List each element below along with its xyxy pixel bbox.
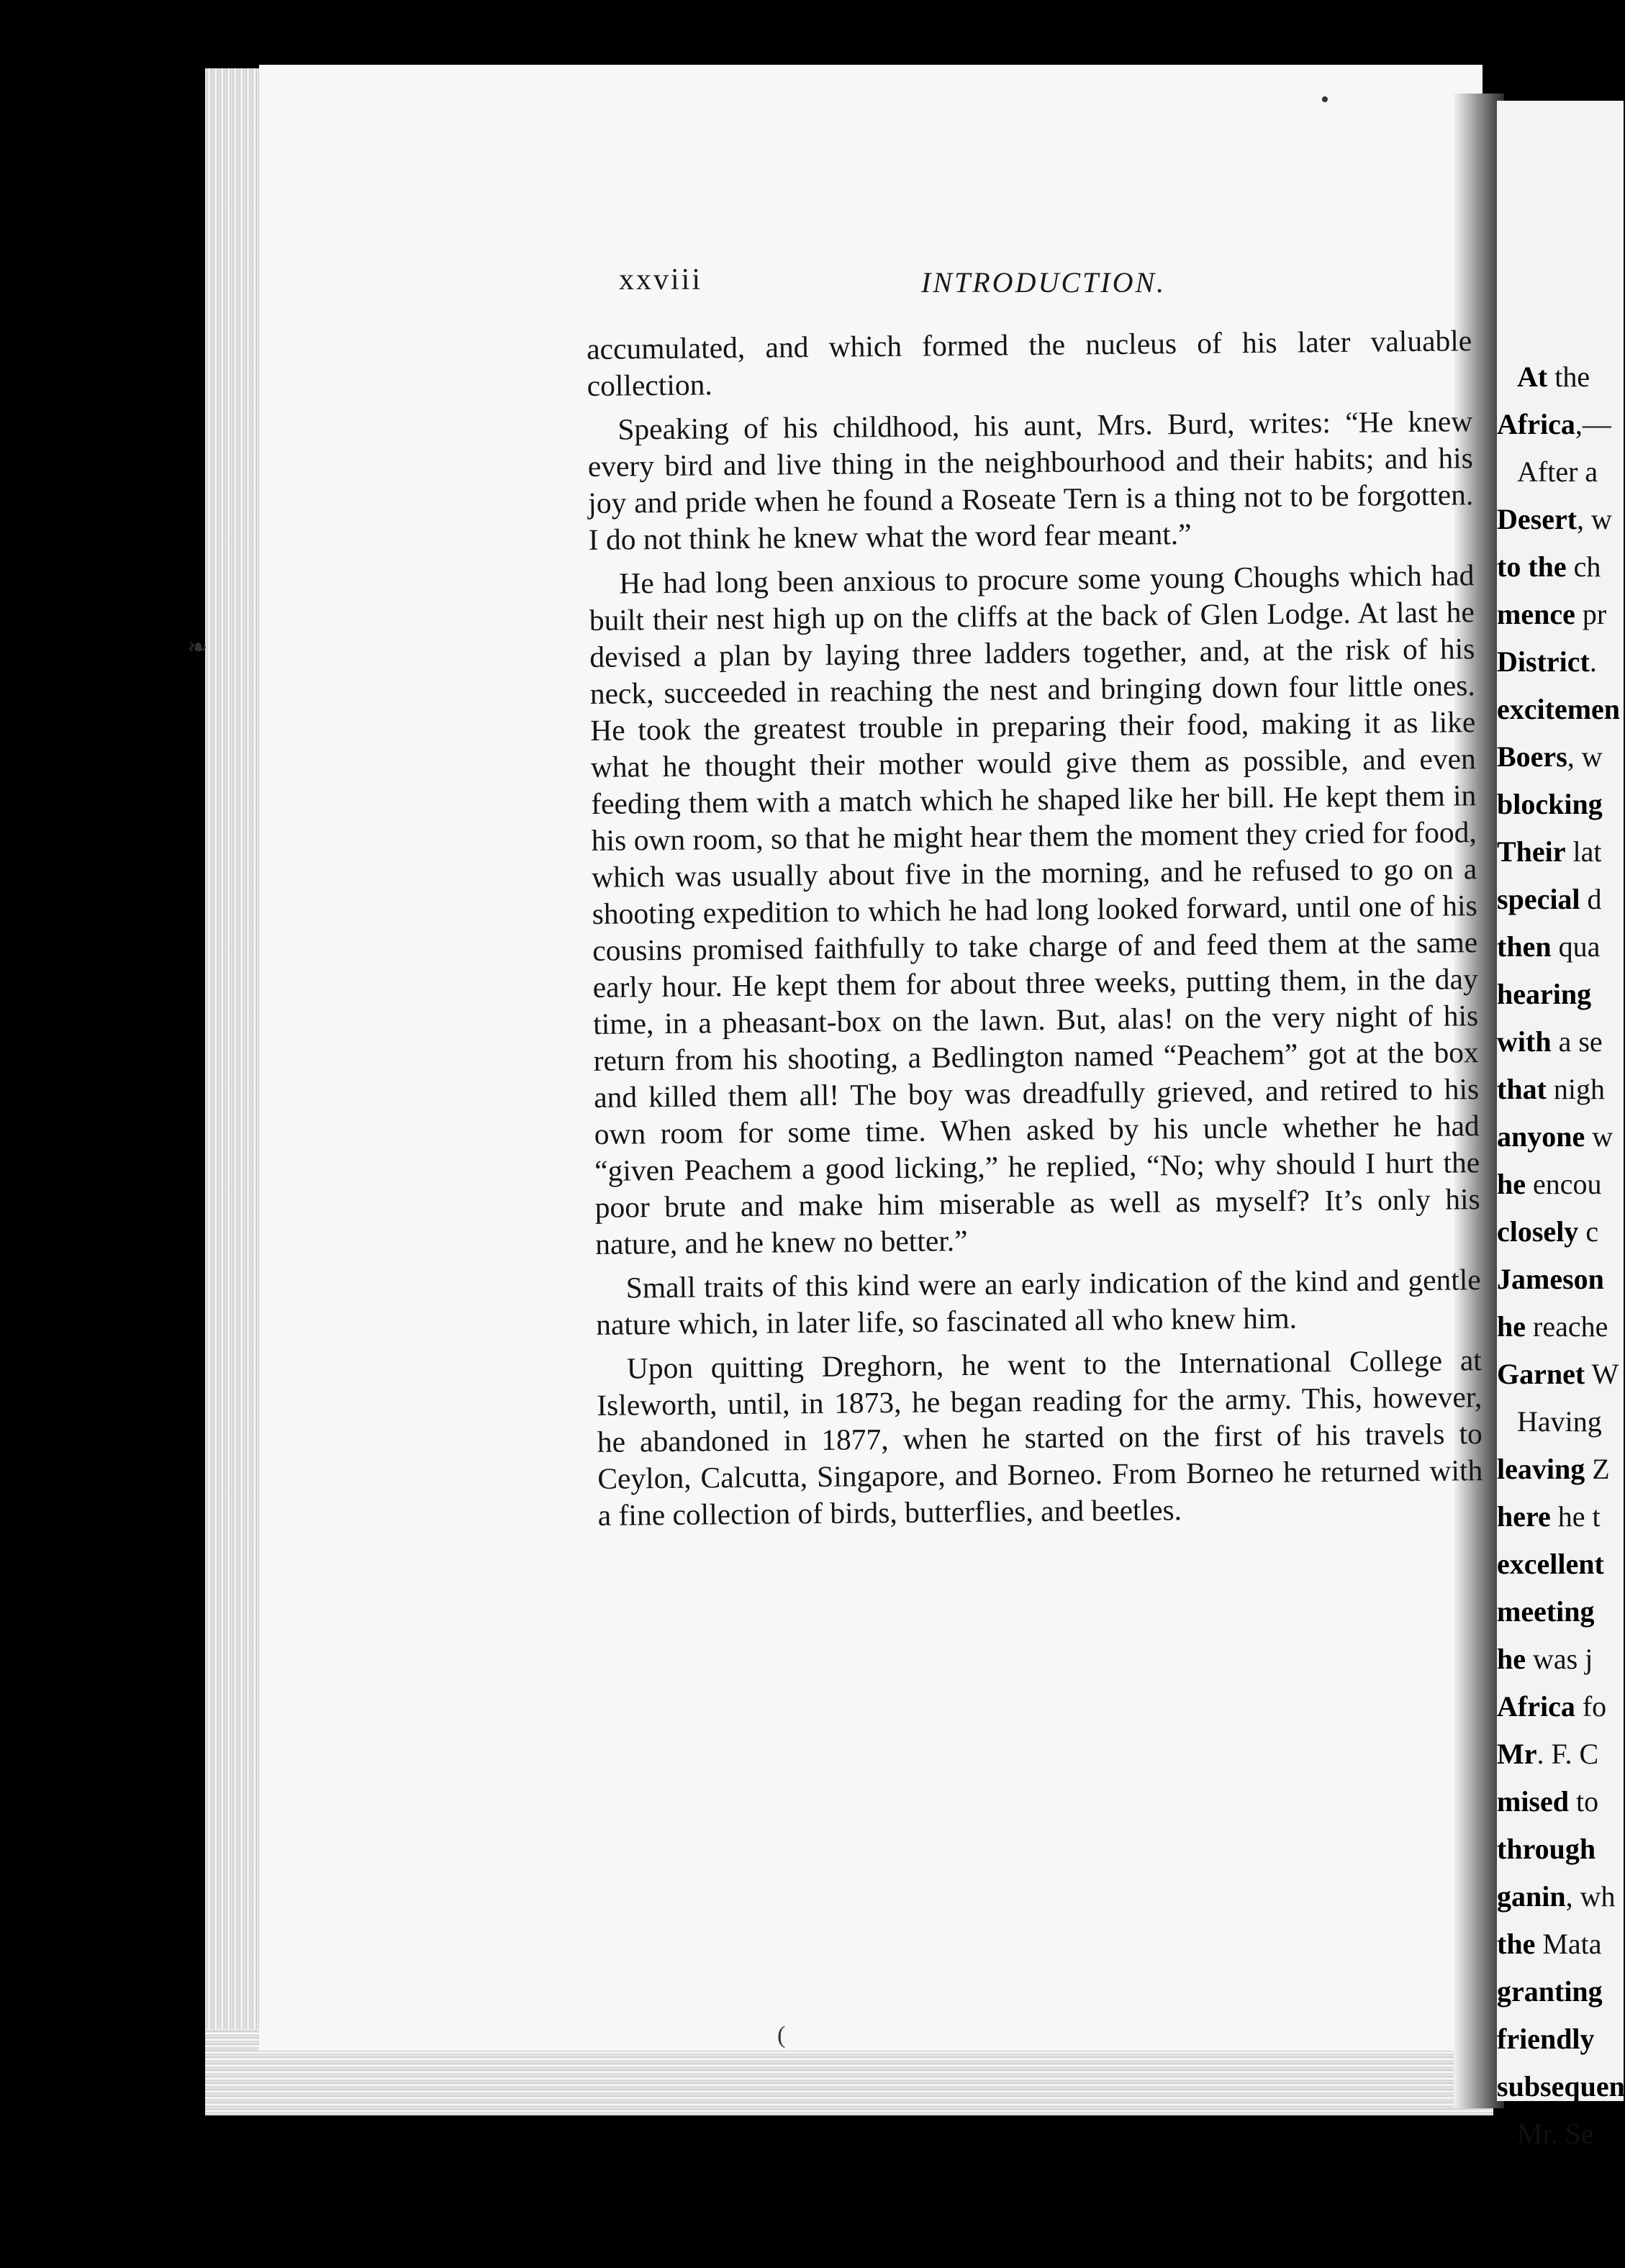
facing-page-line: [1497, 1689, 1606, 1723]
facing-page-line-text: to: [1569, 1785, 1599, 1818]
facing-page-line-bold: excitemen: [1497, 693, 1621, 725]
facing-page-line: [1497, 1262, 1604, 1296]
facing-page-line-text: Having: [1517, 1405, 1602, 1438]
facing-page-line-text: . F. C: [1536, 1738, 1599, 1770]
stray-mark: ❧: [187, 635, 208, 661]
facing-page-line-bold: mised: [1497, 1785, 1569, 1818]
facing-page-line-bold: he: [1497, 1643, 1526, 1675]
facing-page-line-bold: he: [1497, 1310, 1526, 1343]
facing-page-line-text: lat: [1565, 835, 1602, 868]
facing-page-line-text: he t: [1550, 1500, 1601, 1533]
facing-page-line: [1497, 692, 1620, 726]
stray-mark: (: [777, 2022, 786, 2049]
facing-page-line-text: Z: [1585, 1453, 1610, 1485]
facing-page-line-bold: special: [1497, 883, 1580, 915]
facing-page-line-bold: Jameson: [1497, 1263, 1604, 1295]
paragraph: Small traits of this kind were an early indication of the kind and gentle nature which, in later life, so fascinated all who knew him.: [596, 1263, 1481, 1341]
facing-page-line-text: , w: [1577, 503, 1612, 535]
facing-page-line-text: After a: [1517, 455, 1598, 488]
facing-page-line-text: Mata: [1535, 1928, 1602, 1960]
facing-page-line: [1497, 1547, 1604, 1581]
facing-page-line-text: W: [1585, 1358, 1619, 1390]
paragraph: He had long been anxious to procure some young Choughs which had built their nest high up on the cliffs at the back of Glen Lodge. At last he devised a plan by laying three ladders together, and, at the risk of his neck, succeeded in reaching the nest and bringing down four little ones. He took the greatest trouble in preparing their food, making it as like what he thought their mother would give them as possible, and even feeding them with a match which he shaped like her bill. He kept them in his own room, so that he might hear them the moment they cried for food, which was usually about five in the morning, and he refused to go on a shooting expedition to which he had long looked forward, until one of his cousins promised faithfully to take charge of and feed them at the same early hour. He kept them for about three weeks, putting them, in the day time, in a pheasant-box on the lawn. But, alas! on the very night of his return from his shooting, a Bedlington named “Peachem” got at the box and killed them all! The boy was dreadfully grieved, and retired to his own room for some time. When asked by his uncle whether he had “given Peachem a good licking,” he replied, “No; why should I hurt the poor brute and make him miserable as well as myself? It’s only his nature, and he knew no better.”: [589, 558, 1480, 1261]
facing-page-line: [1497, 645, 1597, 679]
facing-page-line: [1497, 1879, 1616, 1913]
facing-page-line-text: was j: [1526, 1643, 1593, 1675]
facing-page-line-bold: he: [1497, 1168, 1526, 1200]
facing-page-line-text: w: [1585, 1120, 1613, 1153]
facing-page-line: [1497, 1025, 1603, 1058]
facing-page-line: [1497, 1072, 1605, 1106]
body-text: [587, 322, 1487, 1914]
facing-page-line-bold: meeting: [1497, 1595, 1595, 1628]
facing-page-line-bold: excellent: [1497, 1548, 1604, 1580]
facing-page-line: [1497, 1357, 1619, 1391]
facing-page-line-bold: anyone: [1497, 1120, 1585, 1153]
paragraph: Speaking of his childhood, his aunt, Mrs. Burd, writes: “He knew every bird and live thing in the neighbourhood and their habits; and his joy and pride when he found a Roseate Tern is a thing not to be forgotten. I do not think he knew what the word fear meant.”: [587, 404, 1474, 556]
facing-page-line: [1497, 787, 1603, 821]
facing-page-line: [1497, 1784, 1598, 1818]
facing-page-line: [1497, 1500, 1601, 1533]
facing-page-line-bold: mence: [1497, 598, 1575, 630]
facing-page-line: [1497, 977, 1591, 1011]
facing-page-line-bold: Their: [1497, 835, 1566, 868]
facing-page-line-text: c: [1578, 1215, 1599, 1248]
facing-page-line-text: fo: [1575, 1690, 1607, 1723]
facing-page-line: [1497, 1927, 1602, 1961]
facing-page-line: [1497, 835, 1602, 868]
facing-page-line: [1497, 2069, 1625, 2103]
facing-page-line-text: pr: [1575, 598, 1607, 630]
facing-page-line-bold: ganin: [1497, 1880, 1566, 1913]
page-header: [619, 263, 1267, 306]
facing-page-line-text: ,—: [1575, 408, 1611, 440]
facing-page-line-bold: that: [1497, 1073, 1547, 1105]
facing-page-line: [1517, 2117, 1594, 2151]
facing-page-line-text: the: [1547, 360, 1590, 393]
facing-page-line-bold: Boers: [1497, 740, 1567, 773]
facing-page-line-bold: leaving: [1497, 1453, 1585, 1485]
facing-page-line-text: encou: [1526, 1168, 1602, 1200]
facing-page-line-bold: here: [1497, 1500, 1551, 1533]
facing-page-line: [1497, 1595, 1595, 1628]
facing-page-line: [1497, 2022, 1595, 2056]
facing-page-line-text: nigh: [1546, 1073, 1606, 1105]
facing-page-line: [1497, 1974, 1603, 2008]
facing-page-line-text: .: [1589, 645, 1597, 678]
facing-page-line: [1517, 455, 1598, 489]
facing-page-line-text: Mr. Se: [1517, 2118, 1594, 2150]
facing-page-line-bold: hearing: [1497, 978, 1592, 1010]
paragraph: Upon quitting Dreghorn, he went to the International College at Isleworth, until, in 1873, he began reading for the army. This, however, he abandoned in 1877, when he started on the first of his travels to Ceylon, Calcutta, Singapore, and Borneo. From Borneo he returned with a fine collection of birds, butterflies, and beetles.: [597, 1343, 1483, 1532]
facing-page-line-bold: to the: [1497, 550, 1567, 583]
paragraph: accumulated, and which formed the nucleus of his later valuable collection.: [587, 324, 1472, 402]
facing-page-line-bold: Garnet: [1497, 1358, 1585, 1390]
running-head: INTRODUCTION.: [921, 266, 1167, 299]
facing-page: [1497, 101, 1625, 2150]
facing-page-line-bold: At: [1517, 360, 1548, 393]
facing-page-line-bold: blocking: [1497, 788, 1603, 820]
facing-page-line-text: , wh: [1565, 1880, 1616, 1913]
facing-page-line-bold: granting: [1497, 1975, 1603, 2008]
stray-mark: •: [1321, 86, 1329, 113]
facing-page-line-bold: with: [1497, 1025, 1552, 1058]
facing-page-line-bold: Africa: [1497, 1690, 1575, 1723]
facing-page-line-bold: subsequen: [1497, 2070, 1625, 2103]
facing-page-line-text: reache: [1526, 1310, 1608, 1343]
facing-page-line: [1497, 407, 1611, 441]
facing-page-line-text: a se: [1551, 1025, 1603, 1058]
facing-page-line: [1497, 1120, 1613, 1153]
facing-page-line: [1497, 740, 1603, 774]
facing-page-line-bold: Desert: [1497, 503, 1578, 535]
facing-page-line: [1517, 1405, 1602, 1438]
facing-page-line-bold: through: [1497, 1833, 1596, 1865]
facing-page-line: [1497, 502, 1612, 536]
facing-page-line-bold: the: [1497, 1928, 1536, 1960]
facing-page-line-text: , w: [1567, 740, 1603, 773]
facing-page-line: [1517, 360, 1590, 394]
facing-page-line: [1497, 597, 1606, 631]
facing-page-line-bold: then: [1497, 930, 1552, 963]
facing-page-line: [1497, 882, 1602, 916]
facing-page-line: [1497, 1215, 1598, 1248]
facing-page-line-bold: Africa: [1497, 408, 1575, 440]
facing-page-line-bold: friendly: [1497, 2023, 1595, 2055]
facing-page-line: [1497, 550, 1601, 584]
facing-page-line-text: ch: [1566, 550, 1601, 583]
facing-page-line: [1497, 1737, 1598, 1771]
facing-page-line: [1497, 930, 1600, 963]
page-number: xxviii: [619, 263, 703, 296]
facing-page-line: [1497, 1167, 1602, 1201]
facing-page-line-text: d: [1580, 883, 1602, 915]
facing-page-line: [1497, 1832, 1595, 1866]
facing-page-line-bold: closely: [1497, 1215, 1579, 1248]
facing-page-line-bold: Mr: [1497, 1738, 1537, 1770]
facing-page-line-bold: District: [1497, 645, 1590, 678]
facing-page-line: [1497, 1452, 1610, 1486]
facing-page-line-text: qua: [1551, 930, 1601, 963]
facing-page-line: [1497, 1310, 1608, 1343]
facing-page-line: [1497, 1642, 1593, 1676]
